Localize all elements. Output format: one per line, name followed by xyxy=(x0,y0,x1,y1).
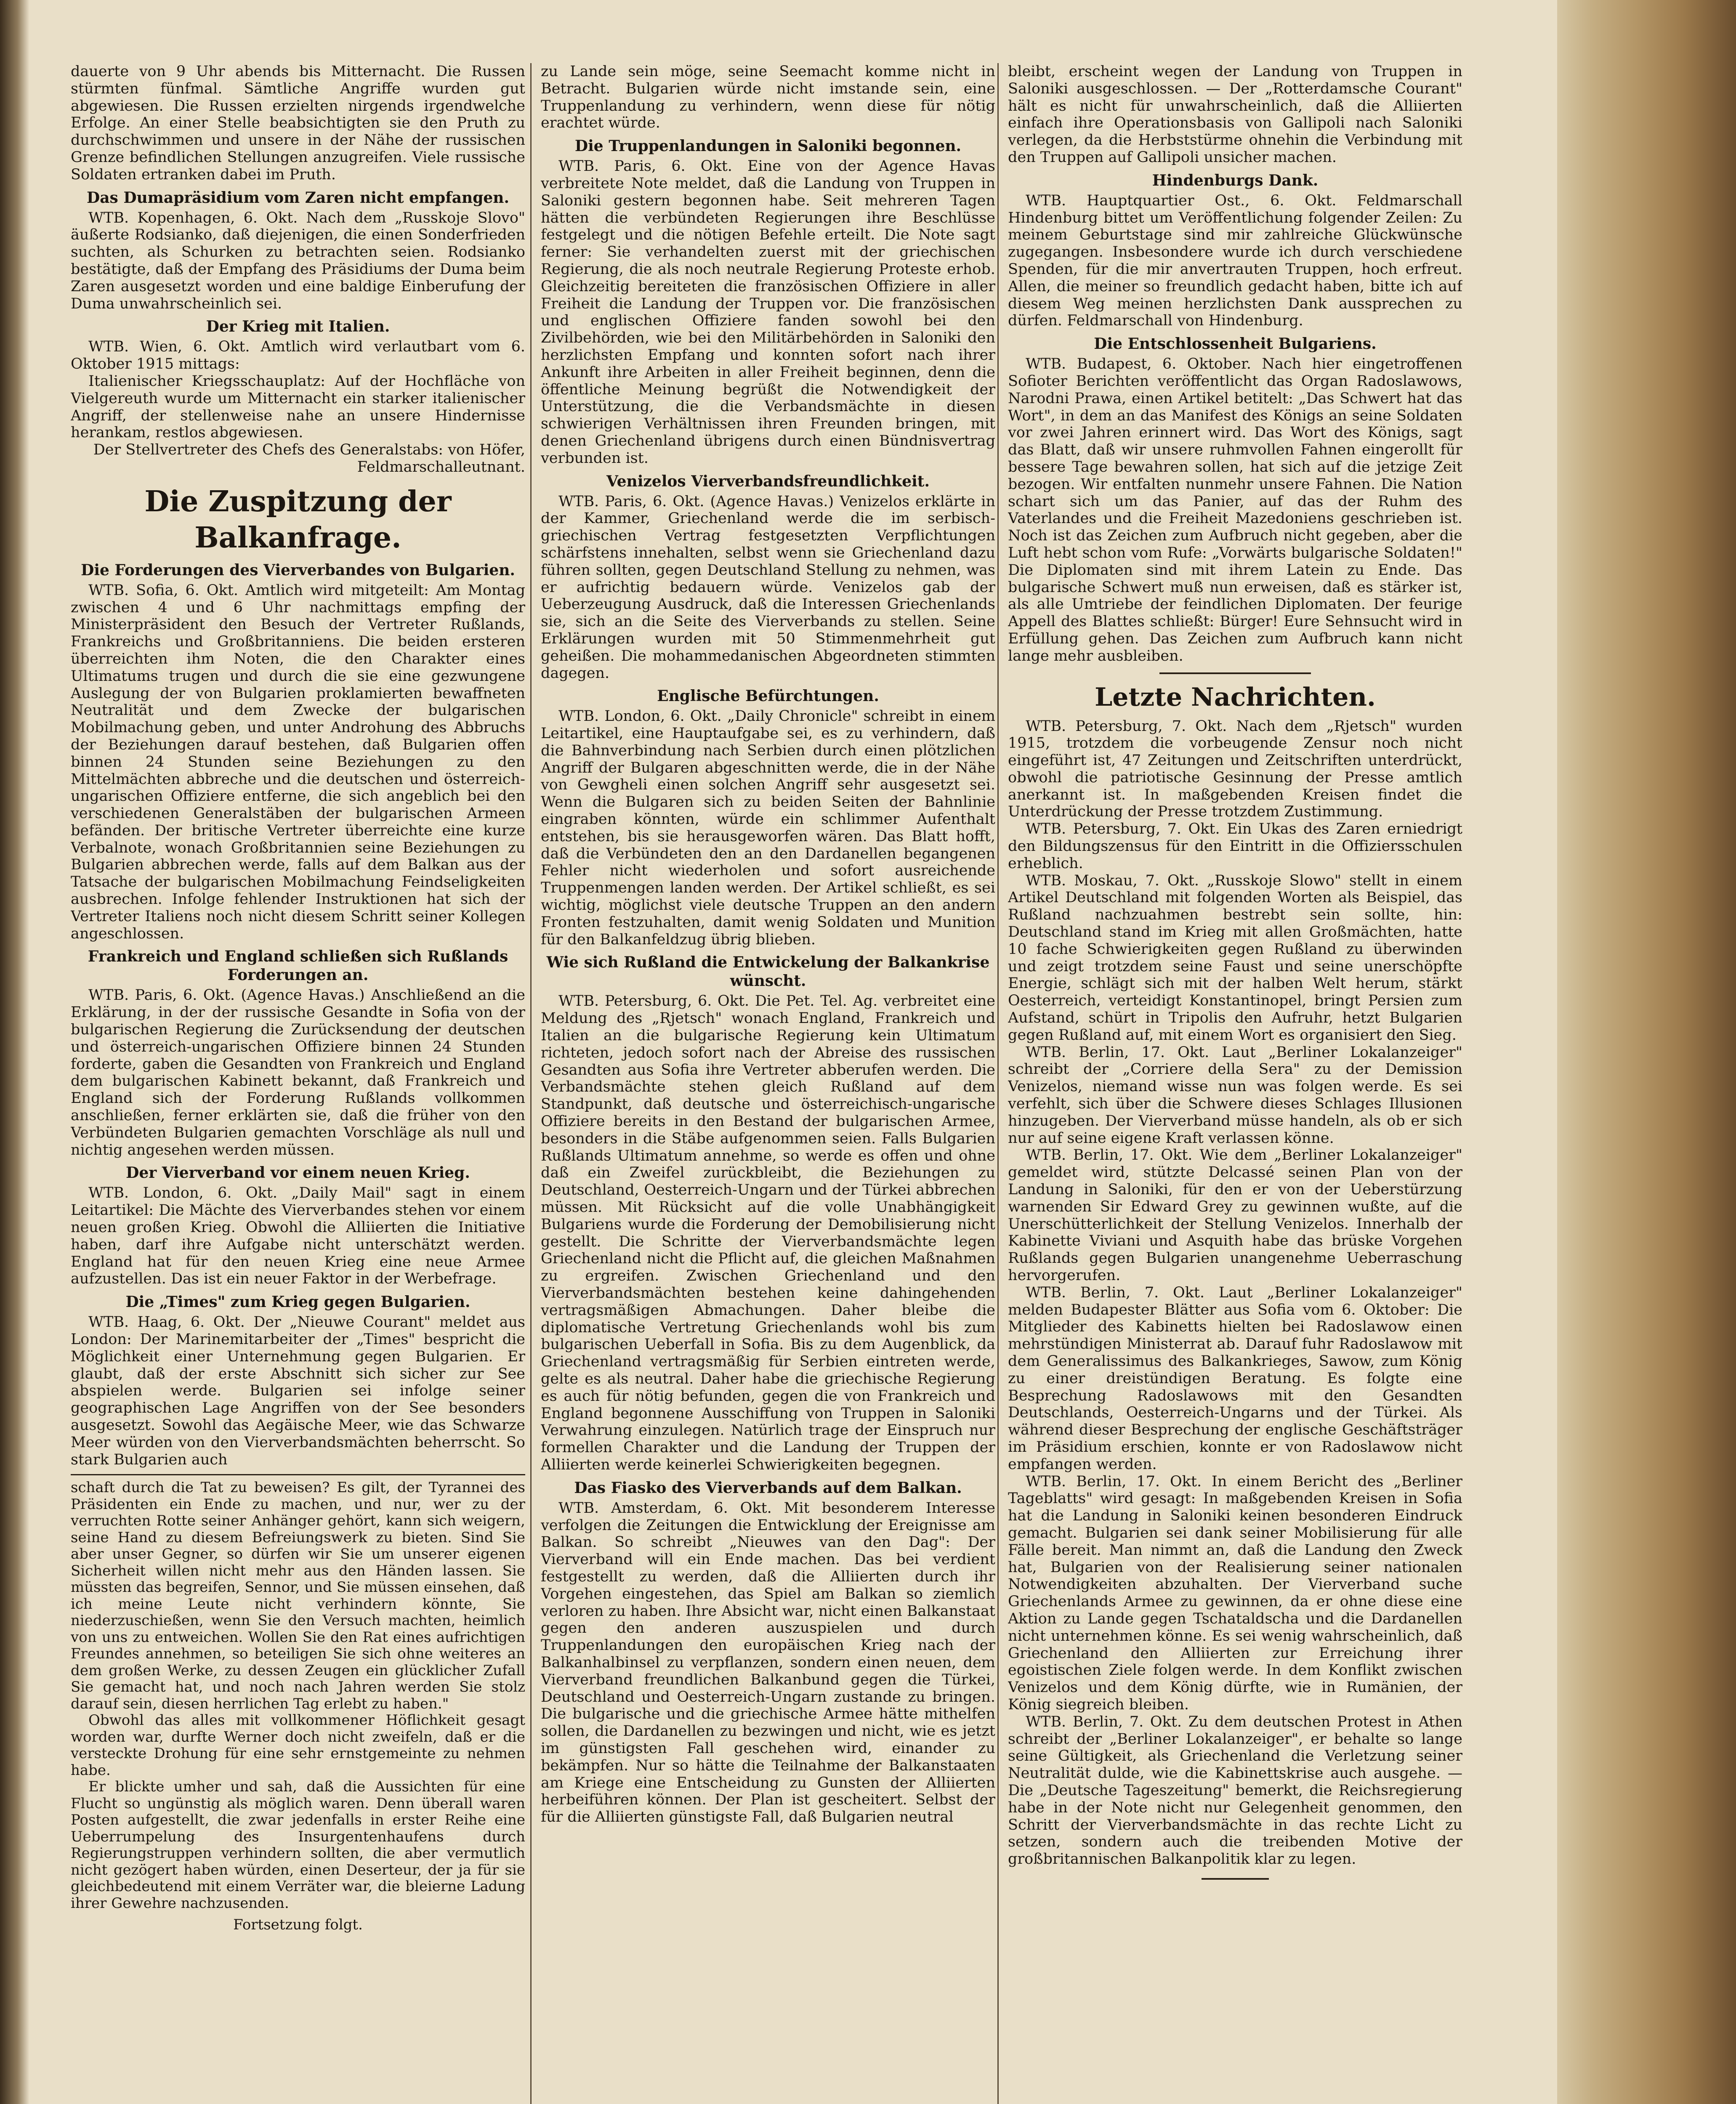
headline-hindenburg: Hindenburgs Dank. xyxy=(1152,171,1319,189)
column-3 xyxy=(1008,63,1462,2104)
article-venizelos: WTB. Paris, 6. Okt. (Agence Havas.) Venizelos erklärte in der Kammer, Griechenland werde die im serbisch-griechischen Vertrag festgesetzten Verpflichtungen schärfstens innehalten, selbst wenn sie Griechenland dazu führen sollten, gegen Deutschland Stellung zu nehmen, was er aufrichtig bedauern würde. Venizelos gab der Ueberzeugung Ausdruck, daß die Interessen Griechenlands sie, sich an die Seite des Vierverbands zu stellen. Seine Erklärungen wurden mit 50 Stimmenmehrheit gut geheißen. Die mohammedanischen Abgeordneten stimmten dagegen. xyxy=(541,493,995,682)
headline-russland: Wie sich Rußland die Entwickelung der Balkankrise wünscht. xyxy=(546,954,990,990)
subheadline-frankreich-england: Frankreich und England schließen sich Rußlands Forderungen an. xyxy=(88,948,508,984)
subheadline-neuer-krieg: Der Vierverband vor einem neuen Krieg. xyxy=(126,1164,470,1182)
headline-italien: Der Krieg mit Italien. xyxy=(206,318,390,336)
news-item: WTB. Petersburg, 7. Okt. Ein Ukas des Zaren erniedrigt den Bildungszensus für den Eintritt in die Offiziersschulen erheblich. xyxy=(1008,821,1462,872)
article-continuation: bleibt, erscheint wegen der Landung von Truppen in Saloniki ausgeschlossen. — Der „Rotterdamsche Courant" hält es nicht für unwahrscheinlich, daß die Alliierten einfach ihre Operationsbasis von Gallipoli nach Saloniki verlegen, da die Herbststürme ohnehin die Verbindung mit den Truppen auf Gallipoli unsicher machen. xyxy=(1008,63,1462,166)
headline-venizelos: Venizelos Vierverbandsfreundlichkeit. xyxy=(606,472,930,490)
article-haag: WTB. Haag, 6. Okt. Der „Nieuwe Courant" meldet aus London: Der Marinemitarbeiter der „Times" bespricht die Möglichkeit einer Unternehmung gegen Bulgarien. Er glaubt, daß der erste Abschnitt sich sicher zur See abspielen werde. Bulgarien sei infolge seiner geographischen Lage Angriffen von der See besonders ausgesetzt. Sowohl das Aegäische Meer, wie das Schwarze Meer würden von den Vierverbandsmächten beherrscht. So stark Bulgarien auch xyxy=(71,1314,525,1468)
article-paris: WTB. Paris, 6. Okt. (Agence Havas.) Anschließend an die Erklärung, in der der russische Gesandte in Sofia von der bulgarischen Regierung die Zurücksendung der deutschen und österreich-ungarischen Offiziere binnen 24 Stunden forderte, gaben die Gesandten von Frankreich und England dem bulgarischen Kabinett bekannt, daß Frankreich und England sich der Forderung Rußlands vollkommen anschließen, ferner erklärten sie, daß die früher von den Verbündeten Bulgarien gemachten Vorschläge als null und nichtig angesehen werden müssen. xyxy=(71,987,525,1158)
column-rule xyxy=(997,63,999,2104)
article-italien-body: Italienischer Kriegsschauplatz: Auf der Hochfläche von Vielgereuth wurde um Mitternacht ein starker italienischer Angriff, der stellenweise nahe an unsere Hindernisse herankam, restlos abgewiesen. xyxy=(71,372,525,441)
feuilleton xyxy=(71,1480,525,1934)
article-amsterdam: WTB. Amsterdam, 6. Okt. Mit besonderem Interesse verfolgen die Zeitungen die Entwicklung der Ereignisse am Balkan. So schreibt „Nieuwes van den Dag": Der Vierverband will ein Ende machen. Das bei verdient festgestellt zu werden, daß die Alliierten durch ihr Vorgehen eingestehen, das Spiel am Balkan so ziemlich verloren zu haben. Ihre Absicht war, nicht einen Balkanstaat gegen den anderen auszuspielen und durch Truppenlandungen den europäischen Krieg nach der Balkanhalbinsel zu verpflanzen, sondern einen neuen, dem Vierverband freundlichen Balkanbund gegen die Türkei, Deutschland und Oesterreich-Ungarn zustande zu bringen. Die bulgarische und die griechische Armee hätte mithelfen sollen, die Dardanellen zu bezwingen und nicht, wie es jetzt im günstigsten Fall geschehen wird, einander zu bekämpfen. Nur so hätte die Teilnahme der Balkanstaaten am Kriege eine Entscheidung zu Gunsten der Alliierten herbeiführen können. Der Plan ist gescheitert. Selbst der für die Alliierten günstigste Fall, daß Bulgarien neutral xyxy=(541,1499,995,1826)
news-item: WTB. Petersburg, 7. Okt. Nach dem „Rjetsch" wurden 1915, trotzdem die vorbeugende Zensur noch nicht eingeführt ist, 47 Zeitungen und Zeitschriften unterdrückt, obwohl die patriotische Gesinnung der Presse amtlich anerkannt ist. In maßgebenden Kreisen findet die Unterdrückung der Presse trotzdem Zustimmung. xyxy=(1008,717,1462,821)
news-item: WTB. Moskau, 7. Okt. „Russkoje Slowo" stellt in einem Artikel Deutschland mit folgenden Worten als Beispiel, das Rußland nachzuahmen bestrebt sein sollte, hin: Deutschland stand im Krieg mit allen Großmächten, hatte 10 fache Schwierigkeiten gegen Rußland zu überwinden und zeigt trotzdem seine Faust und seine unerschöpfte Energie, schlägt sich mit der halben Welt herum, stärkt Oesterreich, verteidigt Konstantinopel, bringt Persien zum Aufstand, schürt in Tripolis den Aufruhr, hetzt Bulgarien gegen Rußland auf, mit einem Wort es organisiert den Sieg. xyxy=(1008,872,1462,1044)
section-divider xyxy=(1159,672,1311,674)
end-rule xyxy=(1202,1878,1269,1880)
feuilleton-paragraph: Er blickte umher und sah, daß die Aussichten für eine Flucht so ungünstig als möglich waren. Denn überall waren Posten aufgestellt, die zwar jedenfalls in erster Reihe eine Ueberrumpelung des Insurgentenhaufens durch Regierungstruppen verhindern sollten, die aber vermutlich nicht gezögert haben würden, einen Deserteur, der ja für sie gleichbedeutend mit einem Verräter war, die bleierne Ladung ihrer Gewehre nachzusenden. xyxy=(71,1778,525,1912)
headline-entschlossenheit: Die Entschlossenheit Bulgariens. xyxy=(1094,335,1377,353)
column-rule xyxy=(530,63,532,2104)
binding-fold-left xyxy=(0,0,29,2104)
article-budapest: WTB. Budapest, 6. Oktober. Nach hier eingetroffenen Sofioter Berichten veröffentlicht das Organ Radoslawows, Narodni Prawa, einen Artikel betitelt: „Das Schwert hat das Wort", in dem an das Manifest des Königs an seine Soldaten vor zwei Jahren erinnert wird. Das Wort des Königs, sagt das Blatt, daß wir unsere ruhmvollen Fahnen eingerollt für bessere Tage bewahren sollen, hat sich auf die jetzige Zeit bezogen. Wir entfalten nunmehr unsere Fahnen. Die Nation schart sich um das Panier, auf das der Ruhm des Vaterlandes und die Freiheit Mazedoniens geschrieben ist. Noch ist das Zeichen zum Aufbruch nicht gegeben, aber die Luft hebt schon vom Rufe: „Vorwärts bulgarische Soldaten!" Die Diplomaten sind mit ihrem Latein zu Ende. Das bulgarische Schwert muß nun erweisen, daß es stärker ist, als alle Umtriebe der feindlichen Diplomaten. Der feurige Appell des Blattes schließt: Bürger! Eure Sehnsucht wird in Erfüllung gehen. Das Zeichen zum Aufbruch kann nicht lange mehr ausbleiben. xyxy=(1008,356,1462,664)
book-spine xyxy=(1557,0,1736,2104)
feuilleton-paragraph: schaft durch die Tat zu beweisen? Es gilt, der Tyrannei des Präsidenten ein Ende zu machen, und nur, wer zu der verruchten Rotte seiner Anhänger gehört, kann sich weigern, seine Hand zu diesem Befreiungswerk zu bieten. Sind Sie aber unser Gegner, so dürfen wir Sie um unserer eigenen Sicherheit willen nicht mehr aus den Händen lassen. Sie müssten das begreifen, Sennor, und Sie müssen einsehen, daß ich meine Leute nicht verhindern könnte, Sie niederzuschießen, wenn Sie den Versuch machten, heimlich von uns zu entweichen. Wollen Sie den Rat eines aufrichtigen Freundes annehmen, so beteiligen Sie sich ohne weiteres an dem großen Werke, zu dessen Zeugen ein glücklicher Zufall Sie gemacht hat, und noch nach Jahren werden Sie stolz darauf sein, diesen herrlichen Tag erlebt zu haben." xyxy=(71,1479,525,1712)
article-sofia: WTB. Sofia, 6. Okt. Amtlich wird mitgeteilt: Am Montag zwischen 4 und 6 Uhr nachmittags empfing der Ministerpräsident den Besuch der Vertreter Rußlands, Frankreichs und Großbritanniens. Die beiden ersteren überreichten ihm Noten, die den Charakter eines Ultimatums trugen und durch die sie eine gezwungene Auslegung der von Bulgarien proklamierten bewaffneten Neutralität und dem Zwecke der bulgarischen Mobilmachung geben, und unter Androhung des Abbruchs der Beziehungen darauf bestehen, daß Bulgarien offen binnen 24 Stunden seine Beziehungen zu den Mittelmächten abbreche und die deutschen und österreich-ungarischen Offiziere entferne, die sich angeblich bei den verschiedenen Generalstäben der bulgarischen Armeen befänden. Der britische Vertreter überreichte eine kurze Verbalnote, wonach Großbritannien seine Beziehungen zu Bulgarien abbrechen werde, falls auf dem Balkan aus der Tatsache der bulgarischen Mobilmachung Feindseligkeiten ausbrechen. Infolge fehlender Instruktionen hat sich der Vertreter Italiens noch nicht diesem Schritt seiner Kollegen angeschlossen. xyxy=(71,582,525,942)
headline-duma: Das Dumapräsidium vom Zaren nicht empfangen. xyxy=(87,189,509,207)
feuilleton-paragraph: Obwohl das alles mit vollkommener Höflichkeit gesagt worden war, durfte Werner doch nicht zweifeln, daß er die versteckte Drohung für eine sehr ernstgemeinte zu nehmen habe. xyxy=(71,1712,525,1779)
headline-fiasko: Das Fiasko des Vierverbands auf dem Balkan. xyxy=(574,1479,962,1497)
news-item: WTB. Berlin, 17. Okt. In einem Bericht des „Berliner Tageblatts" wird gesagt: In maßgebenden Kreisen in Sofia hat die Landung in Saloniki keinen besonderen Eindruck gemacht. Bulgarien sei dank seiner Mobilisierung für alle Fälle bereit. Man nimmt an, daß die Landung den Zweck hat, Bulgarien von der Realisierung seiner nationalen Notwendigkeiten abzuhalten. Der Vierverband suche Griechenlands Armee zu gewinnen, da er ohne diese eine Aktion zu Lande gegen Tschataldscha und die Dardanellen nicht unternehmen könne. Es sei wenig wahrscheinlich, daß Griechenland den Alliierten zur Erreichung ihrer egoistischen Ziele folgen werde. In dem Konflikt zwischen Venizelos und dem König dürfte, wie in Rumänien, der König siegreich bleiben. xyxy=(1008,1473,1462,1713)
headline-balkanfrage: Die Zuspitzung der Balkanfrage. xyxy=(144,484,452,555)
news-item: WTB. Berlin, 17. Okt. Laut „Berliner Lokalanzeiger" schreibt der „Corriere della Sera" zu der Demission Venizelos, niemand wisse nun was folgen werde. Es sei verfehlt, sich über die Schwere dieses Schlages Illusionen hinzugeben. Der Vierverband müsse handeln, als ob er sich nur auf seine eigene Kraft verlassen könne. xyxy=(1008,1044,1462,1147)
feuilleton-continued-note: Fortsetzung folgt. xyxy=(233,1916,363,1934)
news-item: WTB. Berlin, 17. Okt. Wie dem „Berliner Lokalanzeiger" gemeldet wird, stützte Delcassé seinen Plan von der Landung in Saloniki, für den er von der Ueberstürzung warnenden Sir Edward Grey zu gewinnen wußte, auf die Unerschütterlichkeit der Stellung Venizelos. Innerhalb der Kabinette Viviani und Asquith habe das brüske Vorgehen Rußlands gegen Bulgarien unangenehme Ueberraschung hervorgerufen. xyxy=(1008,1147,1462,1284)
column-2 xyxy=(541,63,995,2104)
news-item: WTB. Berlin, 7. Okt. Laut „Berliner Lokalanzeiger" melden Budapester Blätter aus Sofia vom 6. Oktober: Die Mitglieder des Kabinetts hielten bei Radoslawow einen mehrstündigen Ministerrat ab. Darauf fuhr Radoslawow mit dem Generalissimus des Balkankrieges, Sawow, zum König zu einer dreistündigen Beratung. Es folgte eine Besprechung Radoslawows mit den Gesandten Deutschlands, Oesterreich-Ungarns und der Türkei. Als während dieser Besprechung der englische Geschäftsträger im Präsidium erschien, konnte er von Radoslawow nicht empfangen werden. xyxy=(1008,1284,1462,1473)
news-item: WTB. Berlin, 7. Okt. Zu dem deutschen Protest in Athen schreibt der „Berliner Lokalanzeiger", er behalte so lange seine Gültigkeit, als Griechenland die Verletzung seiner Neutralität dulde, wie die Kabinettskrise auch ausgehe. — Die „Deutsche Tageszeitung" bemerkt, die Reichsregierung habe in der Note nicht nur Gelegenheit genommen, den Schritt der Vierverbandsmächte in das rechte Licht zu setzen, sondern auch die treibenden Motive der großbritannischen Balkanpolitik klar zu legen. xyxy=(1008,1713,1462,1868)
article-continuation: zu Lande sein möge, seine Seemacht komme nicht in Betracht. Bulgarien würde nicht imstande sein, eine Truppenlandung zu verhindern, wenn diese für nötig erachtet würde. xyxy=(541,63,995,132)
article-duma: WTB. Kopenhagen, 6. Okt. Nach dem „Russkoje Slovo" äußerte Rodsianko, daß diejenigen, die einen Sonderfrieden suchten, als Schurken zu betrachten seien. Rodsianko bestätigte, daß der Empfang des Präsidiums der Duma beim Zaren ausgesetzt worden und eine baldige Einberufung der Duma unwahrscheinlich sei. xyxy=(71,209,525,312)
article-italien-intro: WTB. Wien, 6. Okt. Amtlich wird verlautbart vom 6. Oktober 1915 mittags: xyxy=(71,338,525,373)
article-hindenburg: WTB. Hauptquartier Ost., 6. Okt. Feldmarschall Hindenburg bittet um Veröffentlichung folgender Zeilen: Zu meinem Geburtstage sind mir zahlreiche Glückwünsche zugegangen. Insbesondere wurde ich durch verschiedene Spenden, für die mir anvertrauten Truppen, hoch erfreut. Allen, die meiner so freundlich gedacht haben, bitte ich auf diesem Weg meinen herzlichsten Dank aussprechen zu dürfen. Feldmarschall von Hindenburg. xyxy=(1008,192,1462,329)
headline-letzte-nachrichten: Letzte Nachrichten. xyxy=(1095,682,1376,712)
article-italien-signature: Der Stellvertreter des Chefs des Generalstabs: von Höfer, Feldmarschalleutnant. xyxy=(93,441,525,476)
article-continuation: dauerte von 9 Uhr abends bis Mitternacht. Die Russen stürmten fünfmal. Sämtliche Angriffe wurden gut abgewiesen. Die Russen erzielten nirgends irgendwelche Erfolge. An einer Stelle beabsichtigten sie den Pruth zu durchschwimmen und unsere in der Nähe der russischen Grenze befindlichen Stellungen anzugreifen. Viele russische Soldaten ertranken dabei im Pruth. xyxy=(71,63,525,183)
subheadline-times: Die „Times" zum Krieg gegen Bulgarien. xyxy=(125,1293,471,1311)
article-petersburg: WTB. Petersburg, 6. Okt. Die Pet. Tel. Ag. verbreitet eine Meldung des „Rjetsch" wonach England, Frankreich und Italien an die bulgarische Regierung kein Ultimatum richteten, jedoch sofort nach der Abreise des russischen Gesandten aus Sofia ihre Vertreter abberufen werden. Die Verbandsmächte stehen gleich Rußland auf dem Standpunkt, daß deutsche und österreichisch-ungarische Offiziere bereits in den Bestand der bulgarischen Armee, besonders in die Stäbe aufgenommen seien. Falls Bulgarien Rußlands Ultimatum annehme, so werde es offen und ohne daß ein Zweifel zurückbleibt, die Beziehungen zu Deutschland, Oesterreich-Ungarn und der Türkei abbrechen müssen. Mit Rücksicht auf die volle Unabhängigkeit Bulgariens wurde die Forderung der Demobilisierung nicht gestellt. Die Schritte der Vierverbandsmächte legen Griechenland nicht die Pflicht auf, die gleichen Maßnahmen zu ergreifen. Zwischen Griechenland und den Vierverbandsmächten bestehen keine dahingehenden vertragsmäßigen Abmachungen. Daher bleibe die diplomatische Vertretung Griechenlands wohl bis zum bulgarischen Ueberfall in Sofia. Bis zu dem Augenblick, da Griechenland vertragsmäßig für Serbien eintreten werde, gelte es als neutral. Daher habe die griechische Regierung es auch für nötig befunden, gegen die von Frankreich und England begonnene Ausschiffung von Truppen in Saloniki Verwahrung einzulegen. Natürlich trage der Einspruch nur formellen Charakter und die Landung der Truppen der Alliierten werde keinerlei Schwierigkeiten begegnen. xyxy=(541,993,995,1473)
article-london: WTB. London, 6. Okt. „Daily Mail" sagt in einem Leitartikel: Die Mächte des Vierverbandes stehen vor einem neuen großen Krieg. Obwohl die Alliierten die Initiative haben, darf ihre Aufgabe nicht unterschätzt werden. England hat für den neuen Krieg eine neue Armee aufzustellen. Das ist ein neuer Faktor in der Werbefrage. xyxy=(71,1185,525,1288)
feuilleton-divider xyxy=(71,1474,525,1475)
headline-saloniki: Die Truppenlandungen in Saloniki begonnen. xyxy=(574,137,962,155)
article-saloniki: WTB. Paris, 6. Okt. Eine von der Agence Havas verbreitete Note meldet, daß die Landung von Truppen in Saloniki gestern begonnen habe. Seit mehreren Tagen hätten die verbündeten Regierungen ihre Beschlüsse festgelegt und die nötigen Befehle erteilt. Die Note sagt ferner: Sie verhandelten zuerst mit der griechischen Regierung, die als noch neutrale Regierung Proteste erhob. Gleichzeitig bereiteten die französischen Offiziere in aller Freiheit die Landung der Truppen vor. Die französischen und englischen Offiziere fanden sowohl bei den Zivilbehörden, wie bei den Militärbehörden in Saloniki den herzlichsten Empfang und konnten sofort nach ihrer Ankunft ihre Arbeiten in aller Freiheit beginnen, denn die öffentliche Meinung begrüßt die Notwendigkeit der Unterstützung, die die Verbandsmächte in diesen schwierigen Verhältnissen ihren Freunden bringen, mit denen Griechenland übrigens durch einen Bündnisvertrag verbunden ist. xyxy=(541,158,995,467)
subheadline-forderungen: Die Forderungen des Vierverbandes von Bulgarien. xyxy=(81,561,515,579)
column-1 xyxy=(71,63,525,2104)
headline-englische: Englische Befürchtungen. xyxy=(657,687,879,705)
article-chronicle: WTB. London, 6. Okt. „Daily Chronicle" schreibt in einem Leitartikel, eine Hauptaufgabe sei, es zu verhindern, daß die Bahnverbindung nach Serbien durch einen plötzlichen Angriff der Bulgaren abgeschnitten werde, die in der Nähe von Gewgheli einen solchen Angriff sehr ausgesetzt sei. Wenn die Bulgaren sich zu beiden Seiten der Bahnlinie eingraben könnten, würde ein schlimmer Aufenthalt entstehen, bis sie herausgeworfen wären. Das Blatt hofft, daß die Verbündeten den an den Dardanellen begangenen Fehler nicht wiederholen und sofort ausreichende Truppenmengen landen werden. Der Artikel schließt, es sei wichtig, möglichst viele deutsche Truppen an den andern Fronten festzuhalten, damit wenig Soldaten und Munition für den Balkanfeldzug übrig blieben. xyxy=(541,708,995,948)
